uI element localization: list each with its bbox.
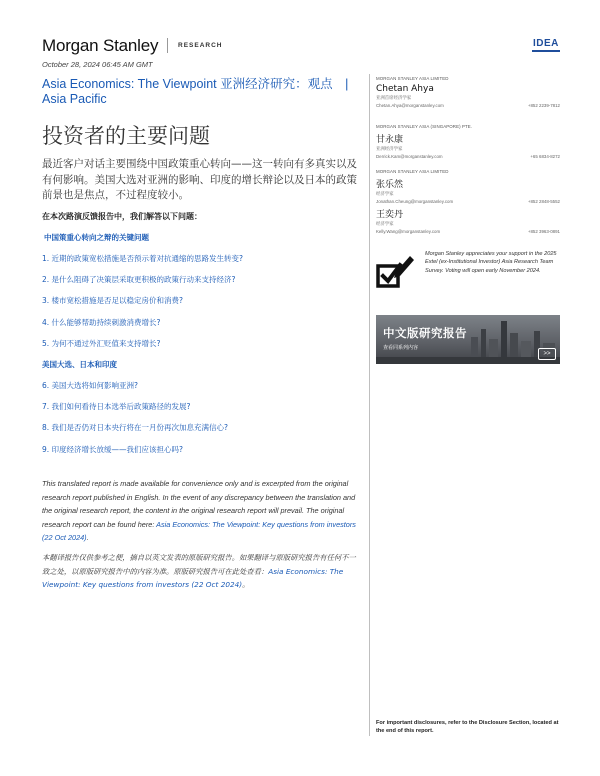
analyst-card xyxy=(376,169,560,204)
research-label: RESEARCH xyxy=(178,42,223,49)
banner-subtitle: 查看同系列内容 xyxy=(383,345,419,351)
page-headline: 投资者的主要问题 xyxy=(42,124,210,148)
analyst-contact xyxy=(376,103,560,108)
analyst-org: MORGAN STANLEY ASIA (SINGAPORE) PTE. xyxy=(376,124,473,129)
analyst-name[interactable]: Chetan Ahya xyxy=(376,84,434,94)
question-link-4[interactable]: 4. 什么能够帮助持续刺激消费增长? xyxy=(42,317,161,327)
brand-logo: Morgan Stanley xyxy=(42,36,159,55)
question-section-china[interactable]: 中国策重心转向之辩的关键问题 xyxy=(44,233,149,242)
disclaimer-chinese-text: 本翻译报告仅供参考之便，摘自以英文发表的原版研究报告。如果翻译与原版研究报告有任何不一致之处，以原版研究报告中的内容为准。原版研究报告可在此处查看： xyxy=(42,553,356,576)
questions-list xyxy=(42,232,360,465)
double-chevron-right-icon[interactable]: >> xyxy=(538,348,556,360)
analyst-phone: +852 2848-5552 xyxy=(527,199,560,204)
analyst-email[interactable]: Jonathan.Cheung@morganstanley.com xyxy=(376,199,454,204)
questions-intro: 在本次路演反馈报告中，我们解答以下问题： xyxy=(42,212,202,221)
analyst-title: 经济学家 xyxy=(376,192,394,197)
disclaimer-english-text: This translated report is made available for convenience only and is excerpted from the original research report published in English. In the event of any discrepancy between the translation and the original research report, the content in the original research report will prevail. The original research report can be found here: xyxy=(42,479,356,529)
report-title[interactable]: Asia Economics: The Viewpoint 亚洲经济研究：观点 | Asia Pacific xyxy=(42,77,361,106)
disclaimer-chinese-end: 。 xyxy=(242,580,250,590)
analyst-phone: +65 6834-8272 xyxy=(530,154,560,159)
report-summary: 最近客户对话主要围绕中国政策重心转向——这一转向有多真实以及有何影响。美国大选对亚洲的影响、印度的增长辩论以及日本的政策前景也是焦点，不过程度较小。 xyxy=(42,158,357,201)
analyst-email[interactable]: Derrick.Kam@morganstanley.com xyxy=(376,154,443,159)
question-link-9[interactable]: 9. 印度经济增长放缓——我们应该担心吗? xyxy=(42,444,184,454)
ballot-checkmark-icon xyxy=(376,250,416,290)
question-link-2[interactable]: 2. 是什么阻碍了决策层采取更积极的政策行动来支持经济? xyxy=(42,275,236,285)
report-date: October 28, 2024 06:45 AM GMT xyxy=(42,60,153,69)
analyst-org: MORGAN STANLEY ASIA LIMITED xyxy=(376,76,449,81)
original-report-link-en[interactable]: Asia Economics: The Viewpoint: Key questions from investors (22 Oct 2024) xyxy=(42,519,356,543)
survey-vote-text: Morgan Stanley appreciates your support in the 2025 Extel (ex-Institutional Investor) Asia Research Team Survey. Voting will open early November 2024. xyxy=(425,251,557,274)
analyst-title: 经济学家 xyxy=(376,222,394,227)
disclaimer-chinese xyxy=(42,551,356,592)
analyst-title: 亚洲经济学家 xyxy=(376,147,403,152)
analyst-card xyxy=(376,76,560,108)
analyst-phone: +852 2239-7812 xyxy=(527,103,560,108)
disclaimer-english-end: . xyxy=(86,533,89,543)
analyst-name[interactable]: 张乐然 xyxy=(376,180,404,190)
question-link-7[interactable]: 7. 我们如何看待日本选举后政策路径的发展? xyxy=(42,402,191,412)
analyst-title: 亚洲首席经济学家 xyxy=(376,96,412,101)
chinese-report-banner[interactable] xyxy=(376,315,560,364)
disclaimer-english xyxy=(42,477,356,545)
question-link-3[interactable]: 3. 楼市宽松措施是否足以稳定房价和消费? xyxy=(42,296,184,306)
analyst-name[interactable]: 甘永康 xyxy=(376,135,404,145)
analyst-card xyxy=(376,205,560,234)
question-link-5[interactable]: 5. 为何不通过外汇贬值来支持增长? xyxy=(42,338,161,348)
analyst-org: MORGAN STANLEY ASIA LIMITED xyxy=(376,169,449,174)
analyst-email[interactable]: Kelly.Wang@morganstanley.com xyxy=(376,229,441,234)
analyst-card xyxy=(376,124,560,159)
disclosure-note: For important disclosures, refer to the Disclosure Section, located at the end of this report. xyxy=(376,720,559,734)
question-link-8[interactable]: 8. 我们是否仍对日本央行将在一月份再次加息充满信心? xyxy=(42,423,229,433)
column-divider xyxy=(369,74,370,736)
analyst-contact xyxy=(376,154,560,159)
analyst-contact xyxy=(376,199,560,204)
idea-tag: IDEA xyxy=(532,38,560,52)
question-section-us-japan-india[interactable]: 美国大选、日本和印度 xyxy=(42,359,117,369)
analyst-name[interactable]: 王奕丹 xyxy=(376,210,404,220)
analyst-contact xyxy=(376,229,560,234)
analyst-email[interactable]: Chetan.Ahya@morganstanley.com xyxy=(376,103,444,108)
question-link-1[interactable]: 1. 近期的政策宽松措施是否预示着对抗通缩的思路发生转变? xyxy=(42,254,244,263)
question-link-6[interactable]: 6. 美国大选将如何影响亚洲? xyxy=(42,380,139,390)
original-report-link-zh[interactable]: Asia Economics: The Viewpoint: Key questions from investors (22 Oct 2024) xyxy=(42,566,344,590)
brand-separator xyxy=(167,38,168,53)
banner-title: 中文版研究报告 xyxy=(383,326,467,340)
analyst-phone: +852 3963-0891 xyxy=(527,229,560,234)
